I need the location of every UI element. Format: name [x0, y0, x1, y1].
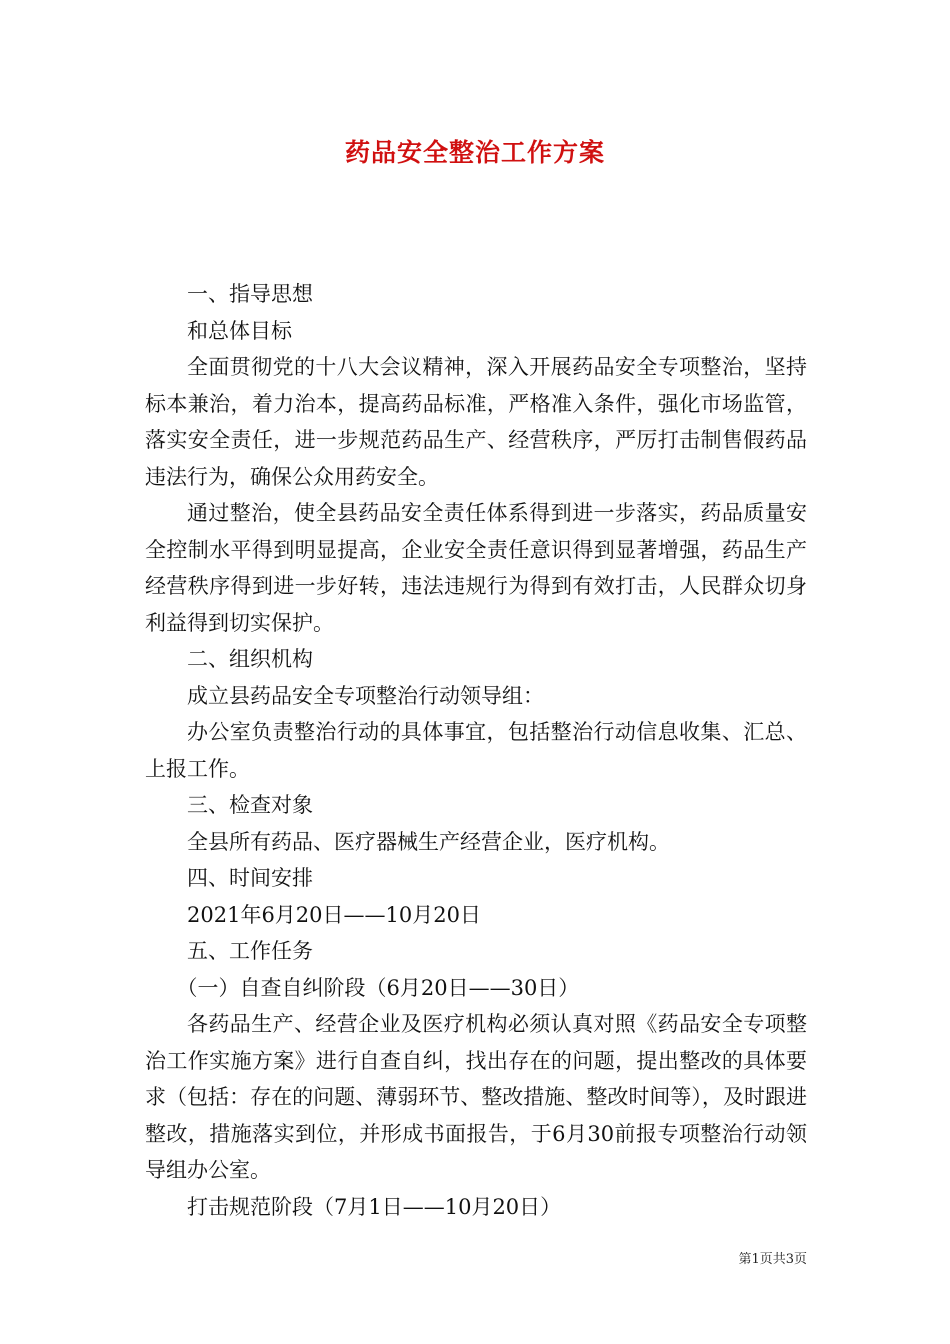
- heading-inspection-targets: 三、检查对象: [187, 793, 313, 817]
- heading-work-tasks: 五、工作任务: [187, 939, 313, 963]
- page-number: 第1页共3页: [738, 1252, 807, 1267]
- document-title: 药品安全整治工作方案: [344, 138, 605, 167]
- document-body: [145, 276, 807, 1225]
- heading-overall-goal: 和总体目标: [187, 318, 292, 343]
- heading-guiding-ideology: 一、指导思想: [187, 282, 313, 306]
- heading-schedule: 四、时间安排: [187, 866, 313, 890]
- heading-organization: 二、组织机构: [187, 647, 313, 671]
- subheading-crackdown: 打击规范阶段（7月1日——10月20日）: [187, 1194, 562, 1219]
- paragraph-self-inspection: 各药品生产、经营企业及医疗机构必须认真对照《药品安全专项整治工作实施方案》进行自查自纠，找出存在的问题，提出整改的具体要求（包括：存在的问题、薄弱环节、整改措施、整改时间等），及时跟进整改，措施落实到位，并形成书面报告，于6月30前报专项整治行动领导组办公室。: [145, 1012, 807, 1182]
- paragraph-leading-group: 成立县药品安全专项整治行动领导组：: [187, 683, 544, 708]
- paragraph-inspection-targets: 全县所有药品、医疗器械生产经营企业，医疗机构。: [187, 829, 670, 854]
- paragraph-goal-content: 通过整治，使全县药品安全责任体系得到进一步落实，药品质量安全控制水平得到明显提高，企业安全责任意识得到显著增强，药品生产经营秩序得到进一步好转，违法违规行为得到有效打击，人民群众切身利益得到切实保护。: [145, 501, 807, 635]
- paragraph-guiding-content: 全面贯彻党的十八大会议精神，深入开展药品安全专项整治，坚持标本兼治，着力治本，提高药品标准，严格准入条件，强化市场监管，落实安全责任，进一步规范药品生产、经营秩序，严厉打击制售假药品违法行为，确保公众用药安全。: [145, 355, 807, 489]
- subheading-self-inspection: （一）自查自纠阶段（6月20日——30日）: [176, 975, 580, 1000]
- paragraph-schedule: 2021年6月20日——10月20日: [187, 902, 481, 927]
- paragraph-office-duty: 办公室负责整治行动的具体事宜，包括整治行动信息收集、汇总、上报工作。: [145, 720, 807, 781]
